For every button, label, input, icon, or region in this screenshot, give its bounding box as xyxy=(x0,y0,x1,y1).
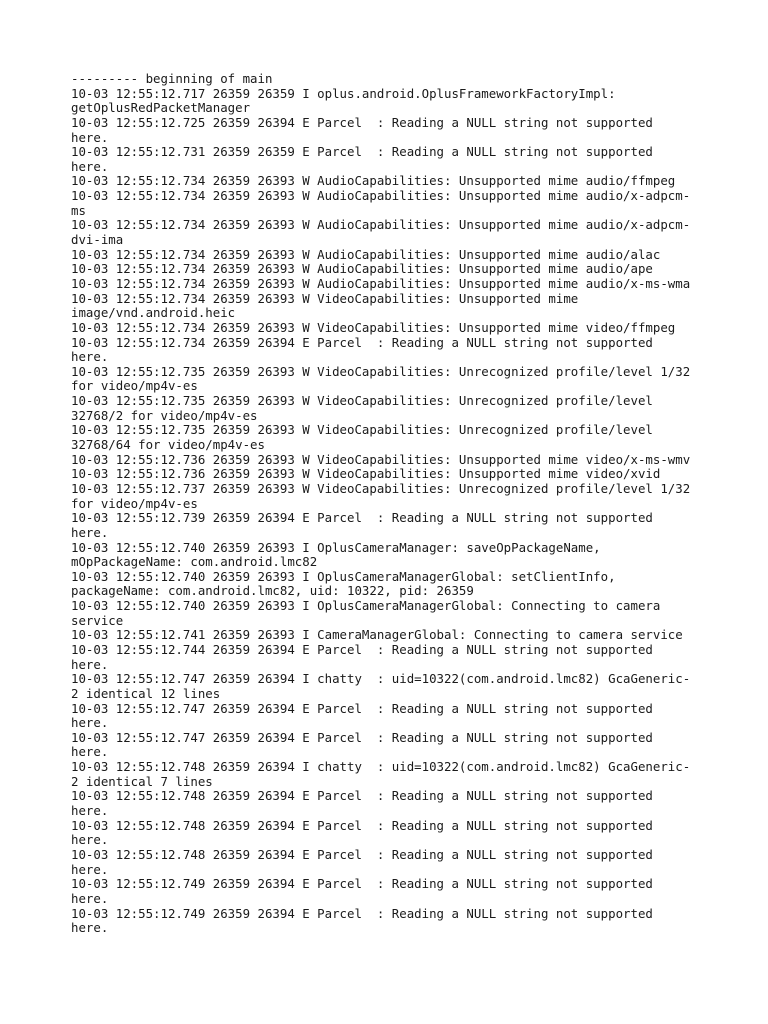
log-line: here. xyxy=(71,832,109,848)
log-line: here. xyxy=(71,744,109,760)
log-line: 10-03 12:55:12.731 26359 26359 E Parcel : Reading a NULL string not supported xyxy=(71,144,653,160)
log-line: 10-03 12:55:12.748 26359 26394 E Parcel : Reading a NULL string not supported xyxy=(71,788,653,804)
log-line: here. xyxy=(71,158,109,174)
log-line: for video/mp4v-es xyxy=(71,495,198,511)
log-line: 10-03 12:55:12.748 26359 26394 I chatty : uid=10322(com.android.lmc82) GcaGeneric- xyxy=(71,759,691,775)
log-line: 2 identical 12 lines xyxy=(71,685,221,701)
log-line: 10-03 12:55:12.748 26359 26394 E Parcel : Reading a NULL string not supported xyxy=(71,846,653,862)
log-line: 10-03 12:55:12.736 26359 26393 W VideoCapabilities: Unsupported mime video/x-ms-wmv xyxy=(71,451,691,467)
log-line: 10-03 12:55:12.734 26359 26393 W AudioCapabilities: Unsupported mime audio/ffmpeg xyxy=(71,173,676,189)
log-line: 10-03 12:55:12.739 26359 26394 E Parcel : Reading a NULL string not supported xyxy=(71,510,653,526)
log-line: 10-03 12:55:12.736 26359 26393 W VideoCapabilities: Unsupported mime video/xvid xyxy=(71,466,661,482)
log-line: 10-03 12:55:12.734 26359 26394 E Parcel : Reading a NULL string not supported xyxy=(71,334,653,350)
log-line: 10-03 12:55:12.740 26359 26393 I OplusCameraManagerGlobal: Connecting to camera xyxy=(71,598,661,614)
log-line: getOplusRedPacketManager xyxy=(71,100,251,116)
log-line: 10-03 12:55:12.744 26359 26394 E Parcel : Reading a NULL string not supported xyxy=(71,641,653,657)
log-line: here. xyxy=(71,803,109,819)
log-line: 10-03 12:55:12.735 26359 26393 W VideoCapabilities: Unrecognized profile/level 1/32 xyxy=(71,363,691,379)
log-line: 10-03 12:55:12.725 26359 26394 E Parcel : Reading a NULL string not supported xyxy=(71,114,653,130)
log-line: service xyxy=(71,612,124,628)
log-line: image/vnd.android.heic xyxy=(71,305,236,321)
log-line: --------- beginning of main xyxy=(71,71,273,86)
log-line: here. xyxy=(71,861,109,877)
log-line: 10-03 12:55:12.734 26359 26393 W AudioCapabilities: Unsupported mime audio/alac xyxy=(71,246,661,262)
log-line: 10-03 12:55:12.734 26359 26393 W VideoCapabilities: Unsupported mime xyxy=(71,290,579,306)
log-line: 10-03 12:55:12.740 26359 26393 I OplusCameraManagerGlobal: setClientInfo, xyxy=(71,568,616,584)
log-line: ms xyxy=(71,202,86,218)
log-line: here. xyxy=(71,920,109,936)
log-line: dvi-ima xyxy=(71,232,124,248)
log-line: here. xyxy=(71,349,109,365)
log-line: 10-03 12:55:12.747 26359 26394 I chatty : uid=10322(com.android.lmc82) GcaGeneric- xyxy=(71,671,691,687)
log-line: 10-03 12:55:12.734 26359 26393 W AudioCapabilities: Unsupported mime audio/x-adpcm- xyxy=(71,188,691,204)
log-line: 2 identical 7 lines xyxy=(71,773,213,789)
log-line: 32768/64 for video/mp4v-es xyxy=(71,437,265,453)
log-line: 10-03 12:55:12.734 26359 26393 W AudioCapabilities: Unsupported mime audio/ape xyxy=(71,261,653,277)
log-line: 10-03 12:55:12.747 26359 26394 E Parcel : Reading a NULL string not supported xyxy=(71,700,653,716)
logcat-output xyxy=(71,72,711,936)
log-line: 10-03 12:55:12.747 26359 26394 E Parcel : Reading a NULL string not supported xyxy=(71,729,653,745)
log-line: here. xyxy=(71,524,109,540)
log-line: 10-03 12:55:12.717 26359 26359 I oplus.android.OplusFrameworkFactoryImpl: xyxy=(71,85,616,101)
log-line: 10-03 12:55:12.737 26359 26393 W VideoCapabilities: Unrecognized profile/level 1/32 xyxy=(71,480,691,496)
log-line: 10-03 12:55:12.734 26359 26393 W AudioCapabilities: Unsupported mime audio/x-ms-wma xyxy=(71,275,691,291)
log-line: 10-03 12:55:12.740 26359 26393 I OplusCameraManager: saveOpPackageName, xyxy=(71,539,601,555)
log-line: 10-03 12:55:12.735 26359 26393 W VideoCapabilities: Unrecognized profile/level xyxy=(71,422,653,438)
log-line: mOpPackageName: com.android.lmc82 xyxy=(71,554,318,570)
log-line: 10-03 12:55:12.735 26359 26393 W VideoCapabilities: Unrecognized profile/level xyxy=(71,393,653,409)
log-line: 10-03 12:55:12.749 26359 26394 E Parcel : Reading a NULL string not supported xyxy=(71,876,653,892)
log-line: here. xyxy=(71,890,109,906)
log-line: 10-03 12:55:12.734 26359 26393 W VideoCapabilities: Unsupported mime video/ffmpeg xyxy=(71,319,676,335)
log-line: 10-03 12:55:12.748 26359 26394 E Parcel : Reading a NULL string not supported xyxy=(71,817,653,833)
log-line: 10-03 12:55:12.741 26359 26393 I CameraManagerGlobal: Connecting to camera service xyxy=(71,627,683,643)
log-line: here. xyxy=(71,715,109,731)
log-line: here. xyxy=(71,656,109,672)
log-line: 10-03 12:55:12.749 26359 26394 E Parcel : Reading a NULL string not supported xyxy=(71,905,653,921)
log-line: 10-03 12:55:12.734 26359 26393 W AudioCapabilities: Unsupported mime audio/x-adpcm- xyxy=(71,217,691,233)
log-line: 32768/2 for video/mp4v-es xyxy=(71,407,258,423)
log-line: here. xyxy=(71,129,109,145)
log-line: packageName: com.android.lmc82, uid: 10322, pid: 26359 xyxy=(71,583,474,599)
log-line: for video/mp4v-es xyxy=(71,378,198,394)
